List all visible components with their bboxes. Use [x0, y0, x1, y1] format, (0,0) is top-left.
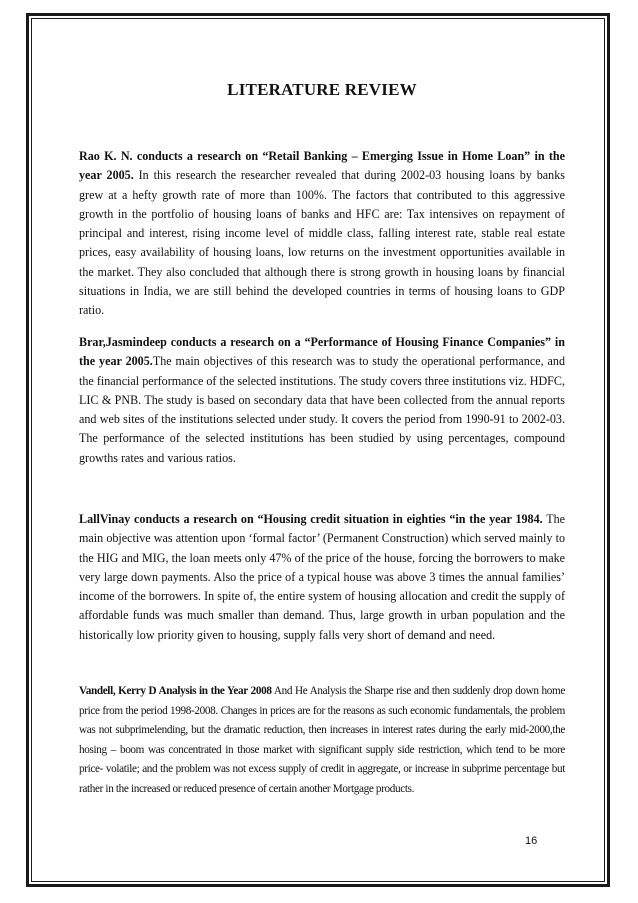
paragraph-lead: Vandell, Kerry D Analysis in the Year 2008: [79, 685, 272, 697]
paragraph-lead: Brar,Jasmindeep conducts a research on a “Performance of Housing Finance Companies” in the year 2005.: [79, 335, 565, 369]
paragraph-lead: Rao K. N. conducts a research on “Retail Banking – Emerging Issue in Home Loan” in the year 2005.: [79, 149, 565, 183]
page-number: 16: [525, 835, 538, 847]
review-paragraph-rao: [79, 147, 565, 321]
paragraph-body: And He Analysis the Sharpe rise and then suddenly drop down home price from the period 1998-2008. Changes in prices are for the reasons as such economic fundamentals, the problem was not subprimelending, but the dramatic reduction, then increases in interest rates during the early mid-2000,the hosing – boom was concentrated in those market with significant supply side restriction, which tend to be more price- volatile; and the problem was not excess supply of credit in aggregate, or increase in subprime percentage but rather in the increased or reduced presence of certain another Mortgage products.: [79, 685, 565, 795]
paragraph-body: The main objective was attention upon ‘formal factor’ (Permanent Construction) which served mainly to the HIG and MIG, the loan meets only 47% of the price of the house, forcing the borrowers to make very large down payments. Also the price of a typical house was above 3 times the annual families’ income of the borrowers. In spite of, the entire system of housing allocation and credit the supply of affordable funds was much smaller than demand. Thus, large growth in urban population and the historically low priority given to housing, supply falls very short of demand and need.: [79, 512, 566, 642]
paragraph-body: In this research the researcher revealed that during 2002-03 housing loans by banks grew at a hefty growth rate of more than 100%. The factors that contributed to this aggressive growth in the portfolio of housing loans of banks and HFC are: Tax intensives on repayment of principal and interest, rising income level of middle class, falling interest rate, stable real estate prices, easy availability of housing loans, low returns on the investment opportunities available in the market. They also concluded that although there is strong growth in housing loans by financial situations in India, we are still behind the developed countries in terms of housing loans to GDP ratio.: [79, 168, 565, 318]
review-paragraph-lall: [79, 510, 565, 645]
paragraph-lead: LallVinay conducts a research on “Housing credit situation in eighties “in the year 1984.: [79, 512, 543, 526]
page-title: LITERATURE REVIEW: [227, 80, 417, 99]
paragraph-body: The main objectives of this research was to study the operational performance, and the financial performance of the selected institutions. The study covers three institutions viz. HDFC, LIC & PNB. The study is based on secondary data that have been collected from the annual reports and web sites of the institutions selected under study. It covers the period from 1990-91 to 2002-03. The performance of the selected institutions has been studied by using percentages, compound growths rates and various ratios.: [79, 354, 565, 465]
review-paragraph-vandell: [79, 682, 565, 799]
review-paragraph-brar: [79, 333, 565, 468]
